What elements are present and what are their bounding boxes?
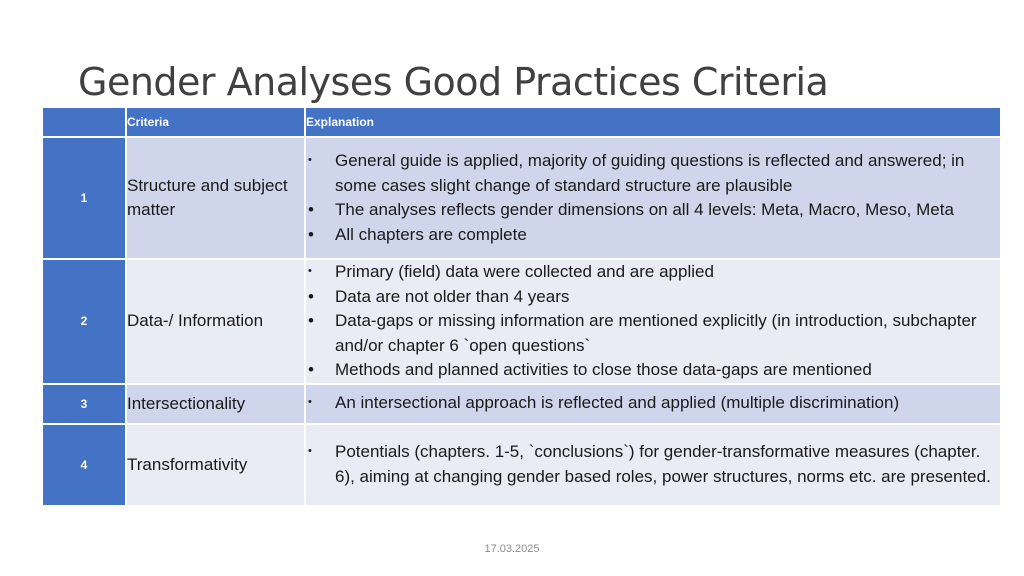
row-number: 2	[42, 259, 126, 384]
row-number: 4	[42, 424, 126, 506]
list-item: • All chapters are complete	[306, 223, 1000, 248]
bullet-icon: •	[308, 286, 314, 306]
list-item: • Data are not older than 4 years	[306, 285, 1000, 310]
list-item: • Data-gaps or missing information are mentioned explicitly (in introduction, subchapter and/or chapter 6 `open questions`	[308, 311, 977, 355]
list-item: • Potentials (chapters. 1-5, `conclusions`) for gender-transformative measures (chapter. 6), aiming at changing gender based roles, power structures, norms etc. are presented.	[306, 440, 1000, 489]
list-item: • General guide is applied, majority of guiding questions is reflected and answered; in some cases slight change of standard structure are plausible	[306, 149, 1000, 198]
bullet-icon: •	[308, 396, 312, 409]
criteria-cell: Transformativity	[126, 424, 305, 506]
criteria-table	[41, 106, 1002, 507]
bullet-icon: •	[308, 265, 312, 277]
row-number: 1	[42, 137, 126, 259]
list-item: • The analyses reflects gender dimensions on all 4 levels: Meta, Macro, Meso, Meta	[306, 198, 1000, 223]
criteria-cell: Data-/ Information	[126, 259, 305, 384]
bullet-icon: •	[308, 224, 314, 244]
explanation-cell	[305, 137, 1001, 259]
header-criteria: Criteria	[126, 107, 305, 137]
bullet-icon: •	[308, 200, 314, 219]
row-number: 3	[42, 384, 126, 424]
header-num	[42, 107, 126, 137]
table-row	[42, 137, 1001, 259]
page-title: Gender Analyses Good Practices Criteria	[78, 60, 829, 104]
list-item: • Methods and planned activities to close those data-gaps are mentioned	[306, 358, 1000, 383]
table-header-row	[42, 107, 1001, 137]
bullet-icon: •	[308, 311, 314, 330]
explanation-cell	[305, 424, 1001, 506]
bullet-icon: •	[308, 154, 312, 166]
list-item: • An intersectional approach is reflected and applied (multiple discrimination)	[306, 391, 1000, 416]
footer-date: 17.03.2025	[484, 543, 540, 555]
list-item: • Primary (field) data were collected and are applied	[306, 260, 1000, 285]
explanation-cell	[305, 384, 1001, 424]
table-row	[42, 259, 1001, 384]
criteria-cell: Structure and subject matter	[126, 137, 305, 259]
bullet-icon: •	[308, 360, 314, 379]
table-row	[42, 424, 1001, 506]
header-explanation: Explanation	[305, 107, 1001, 137]
criteria-cell: Intersectionality	[126, 384, 305, 424]
bullet-icon: •	[308, 445, 312, 457]
explanation-cell	[305, 259, 1001, 384]
table-row	[42, 384, 1001, 424]
